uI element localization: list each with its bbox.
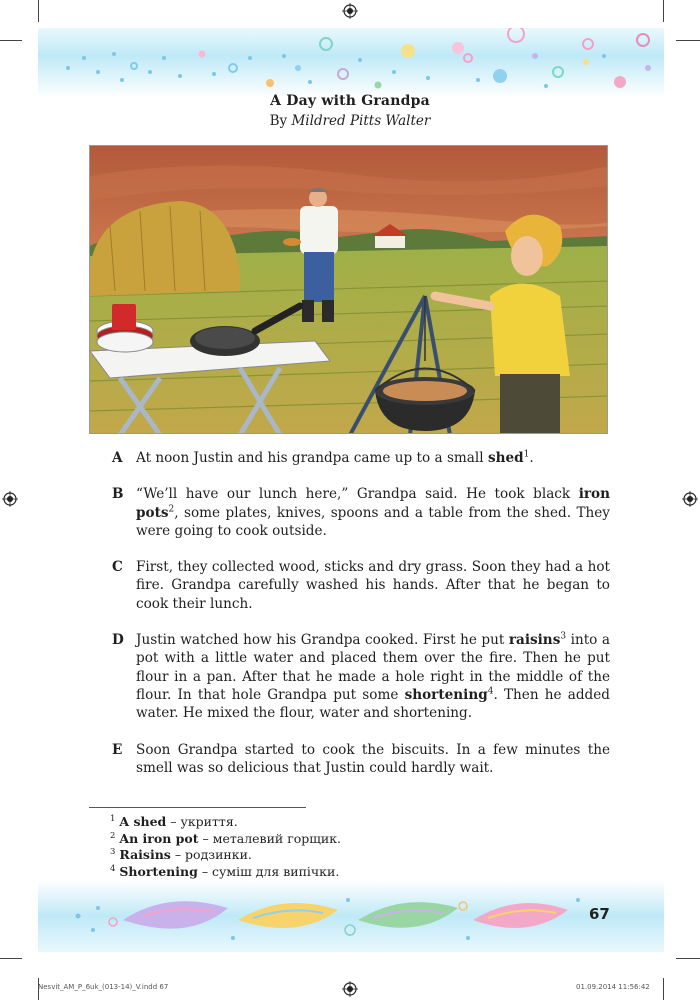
footnote-term: A shed — [119, 814, 167, 829]
paragraph-e — [112, 741, 610, 778]
paragraph-text — [136, 631, 610, 722]
crop-mark — [663, 978, 664, 1000]
paragraph-letter: A — [112, 450, 123, 466]
footnote-ref: 2 — [168, 504, 175, 515]
footnote-term: An iron pot — [119, 830, 199, 846]
title-block — [0, 93, 700, 129]
registration-mark-icon — [342, 981, 358, 997]
text-run: , some plates, knives, spoons and a table from the shed. They were going to cook outside. — [136, 504, 610, 539]
text-run: At noon Justin and his grandpa came up to a small — [136, 450, 488, 466]
footnote-definition: суміш для випічки. — [212, 863, 340, 879]
page-title: A Day with Grandpa — [270, 93, 430, 109]
paragraph-text — [136, 558, 610, 613]
text-run: into a pot with a little water and placed them over the fire. Then he put flour in a pan. After that he made a hole right in the middle of the flour. In that hole Grandpa put some — [136, 632, 610, 703]
footnote-term: Raisins — [119, 847, 171, 862]
byline-prefix: By — [269, 113, 288, 129]
footnote-term: Shortening — [119, 863, 198, 879]
paragraph-text — [136, 741, 610, 778]
crop-mark — [0, 40, 22, 41]
text-run: First, they collected wood, sticks and dry grass. Soon they had a hot fire. Grandpa carefully washed his hands. After that he began to cook their lunch. — [136, 559, 610, 612]
text-run: “We’ll have our lunch here,” Grandpa said. He took black — [136, 486, 579, 503]
footnote-divider — [89, 807, 306, 808]
footnote-item — [110, 864, 341, 881]
byline — [0, 113, 700, 129]
paragraph-letter: C — [112, 559, 123, 576]
footnote-number: 3 — [110, 846, 116, 857]
print-slug-datetime: 01.09.2014 11:56:42 — [576, 983, 650, 991]
paragraph-d — [112, 631, 610, 722]
crop-mark — [0, 958, 22, 959]
cooking-outdoors-illustration — [90, 146, 608, 434]
footnotes — [110, 814, 341, 880]
footnote-dash: – — [170, 847, 186, 862]
bubbles-decoration-icon — [38, 28, 664, 98]
vocabulary-term: shed — [487, 450, 524, 466]
footnote-dash: – — [198, 830, 213, 846]
vocabulary-term: iron pots — [136, 486, 610, 521]
footnote-item — [110, 847, 341, 864]
footnote-ref: 4 — [487, 686, 494, 697]
paragraph-letter: D — [112, 632, 124, 649]
crop-mark — [38, 0, 39, 22]
crop-mark — [663, 0, 664, 22]
footnote-definition: укриття. — [180, 814, 238, 829]
crop-mark — [676, 958, 700, 959]
paragraph-letter: E — [112, 741, 123, 758]
footnote-number: 2 — [110, 830, 116, 841]
text-run: . — [529, 450, 534, 466]
feathers-decoration-icon — [38, 880, 664, 952]
paragraph-c — [112, 558, 610, 613]
paragraph-letter: B — [112, 486, 124, 503]
text-run: Justin watched how his Grandpa cooked. First he put — [136, 632, 509, 649]
footer-decoration-band — [38, 880, 664, 952]
vocabulary-term: shortening — [404, 686, 488, 703]
author-name: Mildred Pitts Walter — [291, 113, 431, 129]
footnote-item — [110, 831, 341, 848]
footnote-definition: металевий горщик. — [212, 830, 342, 846]
paragraph-b — [112, 485, 610, 540]
text-run: Soon Grandpa started to cook the biscuits. In a few minutes the smell was so delicious that Justin could hardly wait. — [136, 741, 610, 776]
paragraph-text — [136, 485, 610, 540]
registration-mark-icon — [2, 491, 18, 507]
story-text — [112, 449, 610, 795]
footnote-definition: родзинки. — [185, 847, 252, 862]
footnote-dash: – — [197, 863, 213, 879]
text-run: . Then he added water. He mixed the flour, water and shortening. — [136, 686, 610, 722]
paragraph-a — [112, 449, 610, 467]
registration-mark-icon — [682, 491, 698, 507]
registration-mark-icon — [342, 3, 358, 19]
print-slug-file: Nesvit_AM_P_6uk_(013-14)_V.indd 67 — [38, 983, 169, 991]
vocabulary-term: raisins — [508, 632, 561, 649]
footnote-dash: – — [166, 814, 181, 829]
page-number: 67 — [589, 905, 610, 923]
footnote-item — [110, 814, 341, 831]
paragraph-text — [136, 449, 610, 467]
crop-mark — [676, 40, 700, 41]
story-illustration — [89, 145, 608, 434]
footnote-number: 4 — [110, 863, 116, 874]
footnote-number: 1 — [110, 813, 116, 824]
footnote-ref: 3 — [560, 631, 567, 642]
footnote-ref: 1 — [523, 449, 530, 460]
header-decoration-band — [38, 28, 664, 98]
